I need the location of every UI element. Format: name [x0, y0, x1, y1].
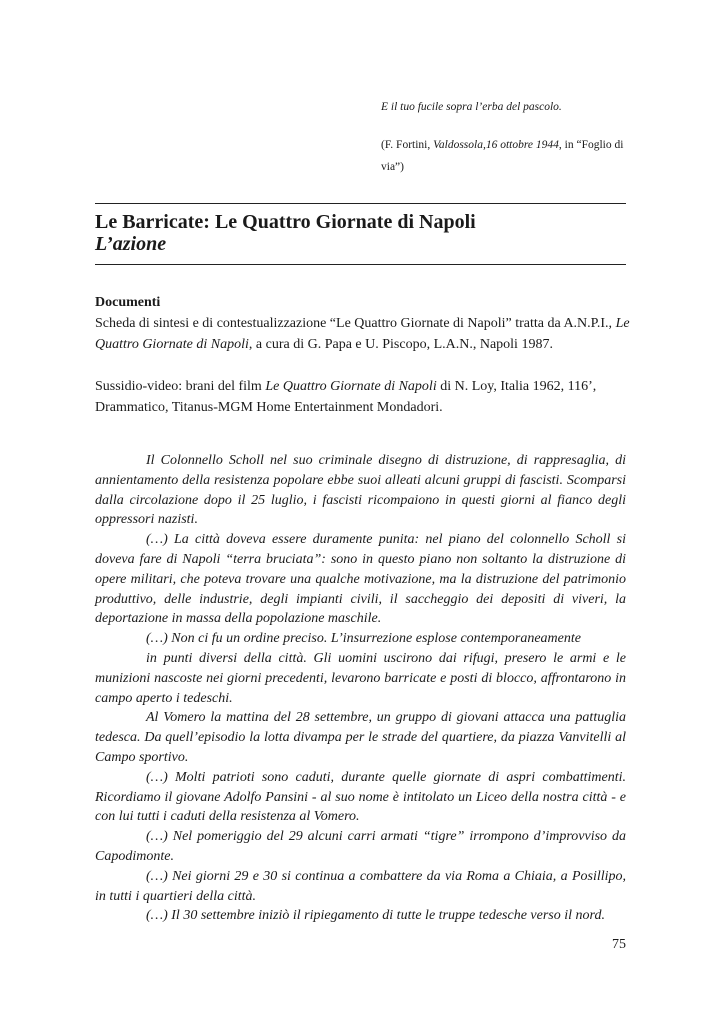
paragraph: (…) Non ci fu un ordine preciso. L’insurrezione esplose contemporaneamente	[146, 631, 581, 647]
paragraph: (…) Nel pomeriggio del 29 alcuni carri armati “tigre” irrompono d’improvviso da Capodimonte.	[95, 829, 626, 864]
paragraph: in punti diversi della città. Gli uomini uscirono dai rifugi, presero le armi e le munizioni nascoste nei giorni precedenti, levarono barricate e posti di blocco, affrontarono in campo aperto i tedeschi.	[95, 650, 626, 706]
documents-scheda	[95, 313, 630, 355]
epigraph-citation-prefix: (F. Fortini,	[381, 139, 434, 151]
paragraph: (…) Nei giorni 29 e 30 si continua a combattere da via Roma a Chiaia, a Posillipo, in tutti i quartieri della città.	[95, 868, 626, 904]
epigraph-citation-suffix: , in “Foglio di via”)	[381, 139, 624, 173]
section-title-main: Le Barricate: Le Quattro Giornate di Napoli	[95, 211, 476, 233]
title-rule-top	[95, 203, 626, 204]
epigraph-verse: E il tuo fucile sopra l’erba del pascolo.	[381, 101, 562, 113]
title-rule-bottom	[95, 264, 626, 265]
section-subtitle: L’azione	[95, 233, 167, 255]
scheda-book-title: Le Quattro Giornate di Napoli	[95, 316, 630, 352]
video-text-start: Sussidio-video: brani del film	[95, 379, 266, 394]
quoted-text	[95, 451, 626, 926]
scheda-text-start: Scheda di sintesi e di contestualizzazione “Le Quattro Giornate di Napoli” tratta da A.N.P.I.,	[95, 316, 616, 331]
scheda-text-end: , a cura di G. Papa e U. Piscopo, L.A.N., Napoli 1987.	[248, 337, 553, 352]
video-text-end: di N. Loy, Italia 1962, 116’, Drammatico, Titanus-MGM Home Entertainment Mondadori.	[95, 379, 597, 415]
paragraph: Il Colonnello Scholl nel suo criminale disegno di distruzione, di rappresaglia, di annientamento della resistenza popolare ebbe suoi alleati alcuni gruppi di fascisti. Scomparsi dalla circolazione dopo il 25 luglio, i fascisti ricompaiono in questi giorni al fianco degli oppressori nazisti.	[95, 453, 626, 528]
epigraph-citation	[381, 134, 629, 178]
documents-video	[95, 376, 630, 418]
epigraph-citation-source: Valdossola,16 ottobre 1944	[433, 139, 559, 151]
documents-heading: Documenti	[95, 295, 161, 310]
paragraph: (…) Il 30 settembre iniziò il ripiegamento di tutte le truppe tedesche verso il nord.	[146, 908, 605, 924]
page-number: 75	[612, 937, 626, 952]
paragraph: (…) La città doveva essere duramente punita: nel piano del colonnello Scholl si doveva fare di Napoli “terra bruciata”: sono in questo piano non soltanto la distruzione di opere militari, che poteva trovare una qualche motivazione, ma la distruzione del patrimonio produttivo, delle industrie, degli impianti civili, il saccheggio dei depositi di viveri, la deportazione in massa della popolazione maschile.	[95, 532, 626, 627]
video-film-title: Le Quattro Giornate di Napoli	[265, 379, 437, 394]
documents-block	[95, 292, 630, 418]
paragraph: Al Vomero la mattina del 28 settembre, un gruppo di giovani attacca una pattuglia tedesca. Da quell’episodio la lotta divampa per le strade del quartiere, da piazza Vanvitelli al Campo sportivo.	[95, 710, 626, 765]
section-title	[95, 211, 626, 255]
paragraph: (…) Molti patrioti sono caduti, durante quelle giornate di aspri combattimenti. Ricordiamo il giovane Adolfo Pansini - al suo nome è intitolato un Liceo della nostra città - e con lui tutti i caduti della resistenza al Vomero.	[95, 769, 626, 825]
